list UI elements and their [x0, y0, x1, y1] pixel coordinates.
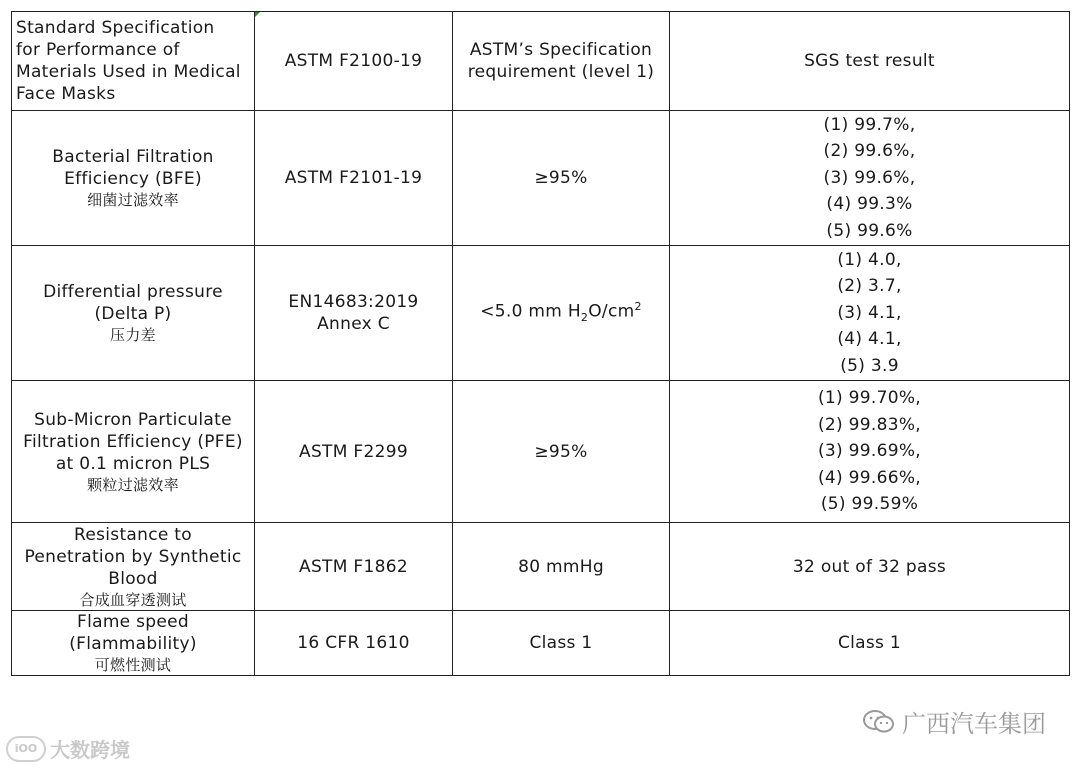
header-astm-f2100: ASTM F2100-19 — [255, 12, 453, 111]
result-cell: 32 out of 32 pass — [670, 523, 1070, 611]
watermark-dashujingjing — [6, 734, 130, 763]
spec-table — [11, 11, 1070, 676]
result-cell: (1) 99.70%, (2) 99.83%, (3) 99.69%, (4) 99.66%, (5) 99.59% — [670, 381, 1070, 523]
header-sgs-test-result: SGS test result — [670, 12, 1070, 111]
requirement-cell: 80 mmHg — [453, 523, 670, 611]
table-row — [12, 246, 1070, 381]
requirement-cell: <5.0 mm $H_2O/cm^2$ — [453, 246, 670, 381]
requirement-cell: ≥95% — [453, 111, 670, 246]
requirement-cell: ≥95% — [453, 381, 670, 523]
test-method-cell: ASTM F1862 — [255, 523, 453, 611]
result-cell: Class 1 — [670, 611, 1070, 676]
test-method-cell: ASTM F2101-19 — [255, 111, 453, 246]
test-name-cell: Flame speed (Flammability) 可燃性测试 — [12, 611, 255, 676]
table-header-row — [12, 12, 1070, 111]
table-row — [12, 523, 1070, 611]
watermark-wechat-account — [862, 704, 1046, 739]
header-standard-spec: Standard Specification for Performance of Materials Used in Medical Face Masks — [12, 12, 255, 111]
table-row — [12, 381, 1070, 523]
requirement-cell: Class 1 — [453, 611, 670, 676]
test-method-cell: ASTM F2299 — [255, 381, 453, 523]
test-name-cell: Differential pressure (Delta P) 压力差 — [12, 246, 255, 381]
table-row — [12, 611, 1070, 676]
result-cell: (1) 4.0, (2) 3.7, (3) 4.1, (4) 4.1, (5) 3.9 — [670, 246, 1070, 381]
table-row — [12, 111, 1070, 246]
watermark-right-text: 广西汽车集团 — [902, 710, 1046, 738]
test-name-cell: Bacterial Filtration Efficiency (BFE) 细菌过滤效率 — [12, 111, 255, 246]
test-method-cell: 16 CFR 1610 — [255, 611, 453, 676]
watermark-left-text: 大数跨境 — [50, 738, 130, 762]
watermark-logo-icon: iOO — [6, 736, 46, 762]
test-name-cell: Resistance to Penetration by Synthetic Blood 合成血穿透测试 — [12, 523, 255, 611]
header-specification-requirement: ASTM’s Specification requirement (level 1) — [453, 12, 670, 111]
wechat-icon — [862, 709, 896, 735]
test-method-cell: EN14683:2019 Annex C — [255, 246, 453, 381]
result-cell: (1) 99.7%, (2) 99.6%, (3) 99.6%, (4) 99.3% (5) 99.6% — [670, 111, 1070, 246]
test-name-cell: Sub-Micron Particulate Filtration Efficiency (PFE) at 0.1 micron PLS 颗粒过滤效率 — [12, 381, 255, 523]
